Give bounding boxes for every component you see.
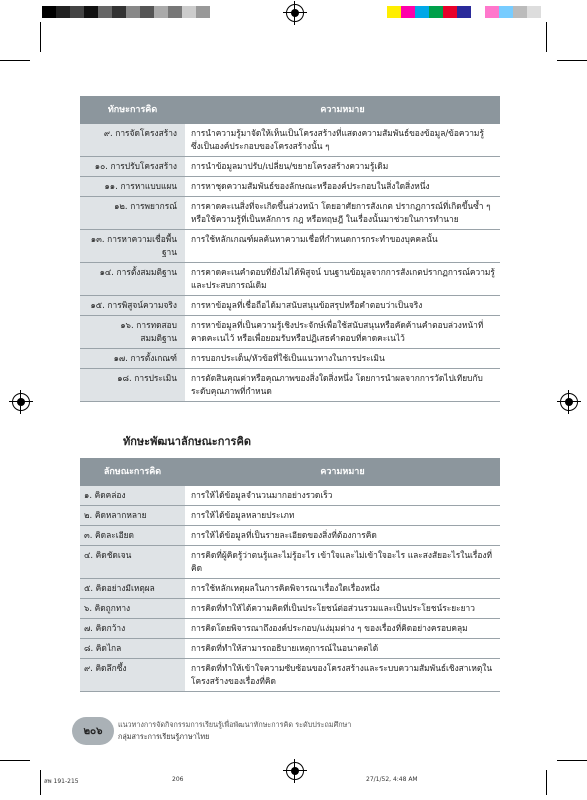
thinking-skills-table <box>80 96 500 402</box>
table-row <box>80 197 500 230</box>
color-bar <box>387 6 541 18</box>
crop-mark <box>557 60 587 61</box>
table-row <box>80 296 500 316</box>
table-header-row <box>80 96 500 124</box>
table-row <box>80 546 500 579</box>
table-row <box>80 230 500 263</box>
skill-term: ๑๓. การหาความเชื่อพื้นฐาน <box>80 230 185 263</box>
footer-subject: กลุ่มสาระการเรียนรู้ภาษาไทย <box>118 732 210 741</box>
slug-page-number: 206 <box>172 776 184 783</box>
crop-mark <box>546 22 547 52</box>
skill-meaning: การหาข้อมูลที่เป็นความรู้เชิงประจักษ์เพื่อใช้สนับสนุนหรือคัดค้านคำตอบล่วงหน้าที่คาดคะเนไว้ หรือเพื่อยอมรับหรือปฏิเสธคำตอบที่คาดคะเนไว้ <box>185 316 500 349</box>
column-header-characteristic: ลักษณะการคิด <box>80 458 185 486</box>
column-header-skill: ทักษะการคิด <box>80 96 185 124</box>
skill-term: ๑๐. การปรับโครงสร้าง <box>80 157 185 177</box>
page-number-badge: ๒๐๖ <box>72 717 114 745</box>
characteristic-meaning: การให้ได้ข้อมูลหลายประเภท <box>185 506 500 526</box>
table-row <box>80 579 500 599</box>
skill-term: ๑๑. การหาแบบแผน <box>80 177 185 197</box>
table-row <box>80 639 500 659</box>
characteristic-meaning: การใช้หลักเหตุผลในการคิดพิจารณาเรื่องใดเรื่องหนึ่ง <box>185 579 500 599</box>
characteristic-term: ๑. คิดคล่อง <box>80 486 185 506</box>
skill-term: ๑๒. การพยากรณ์ <box>80 197 185 230</box>
column-header-meaning: ความหมาย <box>185 458 500 486</box>
skill-term: ๑๖. การทดสอบสมมติฐาน <box>80 316 185 349</box>
table-row <box>80 369 500 402</box>
skill-term: ๑๔. การตั้งสมมติฐาน <box>80 263 185 296</box>
table-row <box>80 124 500 157</box>
characteristic-meaning: การให้ได้ข้อมูลที่เป็นรายละเอียดของสิ่งที่ต้องการคิด <box>185 526 500 546</box>
table-row <box>80 263 500 296</box>
column-header-meaning: ความหมาย <box>185 96 500 124</box>
skill-meaning: การคาดคะเนคำตอบที่ยังไม่ได้พิสูจน์ บนฐานข้อมูลจากการสังเกตปรากฏการณ์ความรู้และประสบการณ์เดิม <box>185 263 500 296</box>
characteristic-term: ๒. คิดหลากหลาย <box>80 506 185 526</box>
table-row <box>80 316 500 349</box>
characteristic-meaning: การคิดที่ผู้คิดรู้ว่าตนรู้และไม่รู้อะไร เข้าใจและไม่เข้าใจอะไร และสงสัยอะไรในเรื่องที่คิด <box>185 546 500 579</box>
crop-mark <box>0 60 30 61</box>
characteristic-term: ๖. คิดถูกทาง <box>80 599 185 619</box>
characteristic-term: ๗. คิดกว้าง <box>80 619 185 639</box>
characteristic-term: ๓. คิดละเอียด <box>80 526 185 546</box>
slug-date: 27/1/52, 4:48 AM <box>366 776 418 783</box>
skill-meaning: การนำความรู้มาจัดให้เห็นเป็นโครงสร้างที่แสดงความสัมพันธ์ของข้อมูล/ข้อความรู้ ซึ่งเป็นองค์ประกอบของโครงสร้างนั้น ๆ <box>185 124 500 157</box>
table-row <box>80 486 500 506</box>
crop-mark <box>546 770 547 795</box>
table-row <box>80 177 500 197</box>
characteristic-meaning: การคิดที่ทำให้ได้ความคิดที่เป็นประโยชน์ต่อส่วนรวมและเป็นประโยชน์ระยะยาว <box>185 599 500 619</box>
characteristic-term: ๘. คิดไกล <box>80 639 185 659</box>
skill-meaning: การตัดสินคุณค่าหรือคุณภาพของสิ่งใดสิ่งหนึ่ง โดยการนำผลจากการวัดไปเทียบกับระดับคุณภาพที่กำหนด <box>185 369 500 402</box>
crop-mark <box>40 22 41 52</box>
skill-meaning: การหาข้อมูลที่เชื่อถือได้มาสนับสนุนข้อสรุปหรือคำตอบว่าเป็นจริง <box>185 296 500 316</box>
skill-meaning: การหาชุดความสัมพันธ์ของลักษณะหรือองค์ประกอบในสิ่งใดสิ่งหนึ่ง <box>185 177 500 197</box>
skill-meaning: การใช้หลักเกณฑ์ผลค้นหาความเชื่อที่กำหนดการกระทำของบุคคลนั้น <box>185 230 500 263</box>
characteristic-term: ๙. คิดลึกซึ้ง <box>80 659 185 692</box>
crop-mark <box>40 770 41 795</box>
skill-meaning: การบอกประเด็น/หัวข้อที่ใช้เป็นแนวทางในการประเมิน <box>185 349 500 369</box>
skill-term: ๑๕. การพิสูจน์ความจริง <box>80 296 185 316</box>
skill-term: ๑๗. การตั้งเกณฑ์ <box>80 349 185 369</box>
characteristic-term: ๕. คิดอย่างมีเหตุผล <box>80 579 185 599</box>
registration-mark-bottom <box>286 762 304 780</box>
section-title: ทักษะพัฒนาลักษณะการคิด <box>123 435 251 448</box>
table-header-row <box>80 458 500 486</box>
skill-meaning: การคาดคะเนสิ่งที่จะเกิดขึ้นล่วงหน้า โดยอาศัยการสังเกต ปรากฏการณ์ที่เกิดขึ้นซ้ำ ๆ หรือใช้ความรู้ที่เป็นหลักการ กฎ หรือทฤษฎี ในเรื่องนั้นมาช่วยในการทำนาย <box>185 197 500 230</box>
table-row <box>80 506 500 526</box>
skill-term: ๑๘. การประเมิน <box>80 369 185 402</box>
characteristic-meaning: การให้ได้ข้อมูลจำนวนมากอย่างรวดเร็ว <box>185 486 500 506</box>
registration-mark-right <box>560 393 578 411</box>
characteristic-meaning: การคิดโดยพิจารณาถึงองค์ประกอบ/แง่มุมต่าง ๆ ของเรื่องที่คิดอย่างครอบคลุม <box>185 619 500 639</box>
thinking-characteristics-table <box>80 458 500 692</box>
crop-mark <box>557 760 587 761</box>
footer-book-title: แนวทางการจัดกิจกรรมการเรียนรู้เพื่อพัฒนาทักษะการคิด ระดับประถมศึกษา <box>118 720 352 729</box>
table-row <box>80 619 500 639</box>
table-row <box>80 349 500 369</box>
slug-file-name: สพ 191-215 <box>44 778 79 785</box>
registration-mark-top <box>286 4 304 22</box>
registration-mark-left <box>12 393 30 411</box>
table-row <box>80 659 500 692</box>
skill-meaning: การนำข้อมูลมาปรับ/เปลี่ยน/ขยายโครงสร้างความรู้เดิม <box>185 157 500 177</box>
skill-term: ๙. การจัดโครงสร้าง <box>80 124 185 157</box>
table-row <box>80 157 500 177</box>
characteristic-meaning: การคิดที่ทำให้สามารถอธิบายเหตุการณ์ในอนาคตได้ <box>185 639 500 659</box>
grayscale-bar <box>42 6 210 18</box>
characteristic-term: ๔. คิดชัดเจน <box>80 546 185 579</box>
table-row <box>80 599 500 619</box>
table-row <box>80 526 500 546</box>
crop-mark <box>0 760 30 761</box>
characteristic-meaning: การคิดที่ทำให้เข้าใจความซับซ้อนของโครงสร้างและระบบความสัมพันธ์เชิงสาเหตุในโครงสร้างของเรื่องที่คิด <box>185 659 500 692</box>
